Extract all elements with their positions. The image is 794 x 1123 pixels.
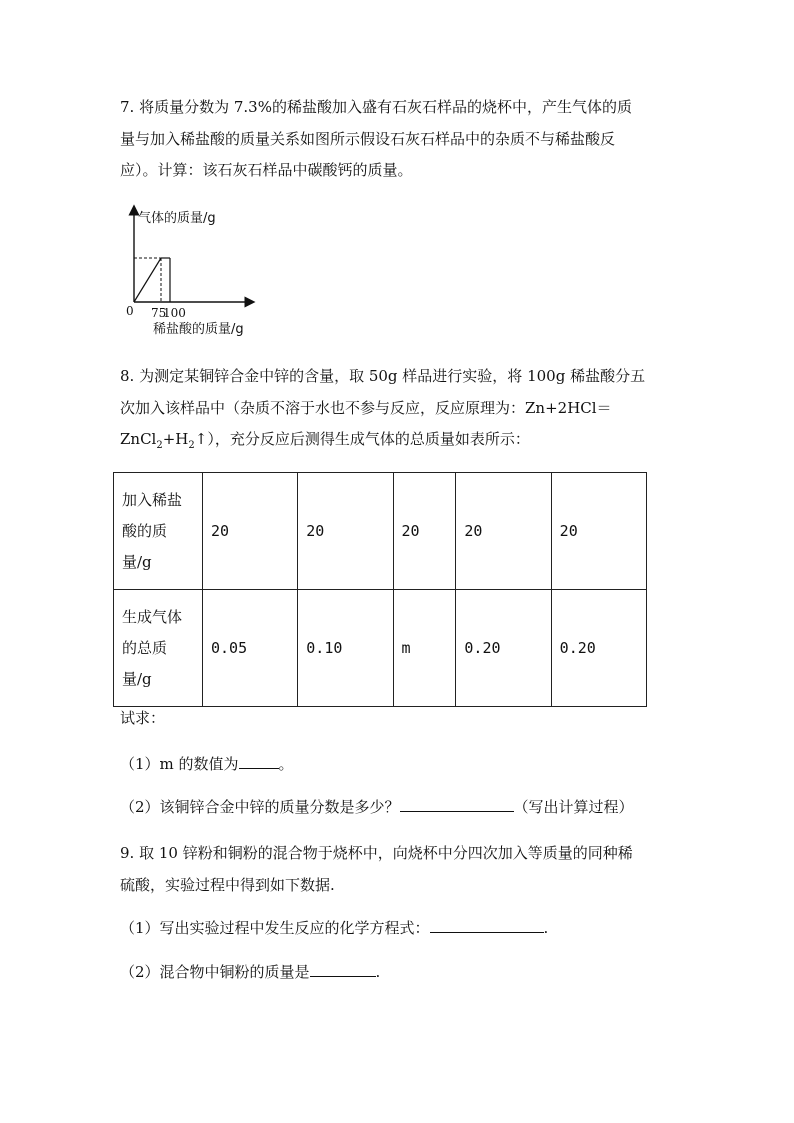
q8-sub-1: （1）m 的数值为 。 [120, 755, 294, 773]
q9-line-1: 9. 取 10 锌粉和铜粉的混合物于烧杯中，向烧杯中分四次加入等质量的同种稀 [120, 844, 633, 862]
q8-line-3: $ZnCl_2+H_2↑$），充分反应后测得生成气体的总质量如表所示： [120, 430, 530, 451]
table-row [114, 590, 647, 707]
row-header-acid-mass: 加入稀盐酸的质量/g [114, 473, 203, 590]
table-cell: 0.10 [298, 590, 393, 707]
gas-mass-chart [118, 202, 268, 340]
table-cell: 20 [298, 473, 393, 590]
table-cell: 20 [551, 473, 646, 590]
q7-line-2: 量与加入稀盐酸的质量关系如图所示假设石灰石样品中的杂质不与稀盐酸反 [120, 130, 616, 148]
q9-sub-1: （1）写出实验过程中发生反应的化学方程式： . [120, 919, 549, 937]
table-cell: 0.20 [551, 590, 646, 707]
q9-line-2: 硫酸，实验过程中得到如下数据. [120, 876, 335, 894]
answer-blank[interactable] [430, 918, 544, 933]
q7-line-3: 应）。计算：该石灰石样品中碳酸钙的质量。 [120, 161, 413, 179]
x-tick-label: 75 [151, 306, 167, 320]
q8-line-2: 次加入该样品中（杂质不溶于水也不参与反应，反应原理为：Zn+2HCl＝ [120, 399, 612, 417]
q9-sub-2: （2）混合物中铜粉的质量是 . [120, 963, 381, 981]
q8-line-1: 8. 为测定某铜锌合金中锌的含量，取 50g 样品进行实验，将 100g 稀盐酸分五 [120, 367, 646, 385]
table-cell: 20 [456, 473, 551, 590]
y-axis-label: 气体的质量/g [138, 211, 216, 226]
x-axis-label: 稀盐酸的质量/g [153, 322, 244, 337]
table-row [114, 473, 647, 590]
answer-blank[interactable] [400, 797, 514, 812]
origin-label: 0 [126, 304, 134, 318]
series-line-rise [134, 258, 161, 302]
table-cell: 0.05 [203, 590, 298, 707]
q7-line-1: 7. 将质量分数为 7.3%的稀盐酸加入盛有石灰石样品的烧杯中，产生气体的质 [120, 98, 632, 116]
table-cell: 0.20 [456, 590, 551, 707]
x-tick-label: 100 [163, 306, 186, 320]
table-cell: 20 [393, 473, 456, 590]
table-cell: m [393, 590, 456, 707]
row-header-gas-mass: 生成气体的总质量/g [114, 590, 203, 707]
q8-ask: 试求： [120, 709, 166, 727]
q8-sub-2: （2）该铜锌合金中锌的质量分数是多少？ （写出计算过程） [120, 798, 634, 816]
reaction-data-table [113, 472, 647, 707]
answer-blank[interactable] [310, 962, 376, 977]
answer-blank[interactable] [239, 754, 279, 769]
table-cell: 20 [203, 473, 298, 590]
